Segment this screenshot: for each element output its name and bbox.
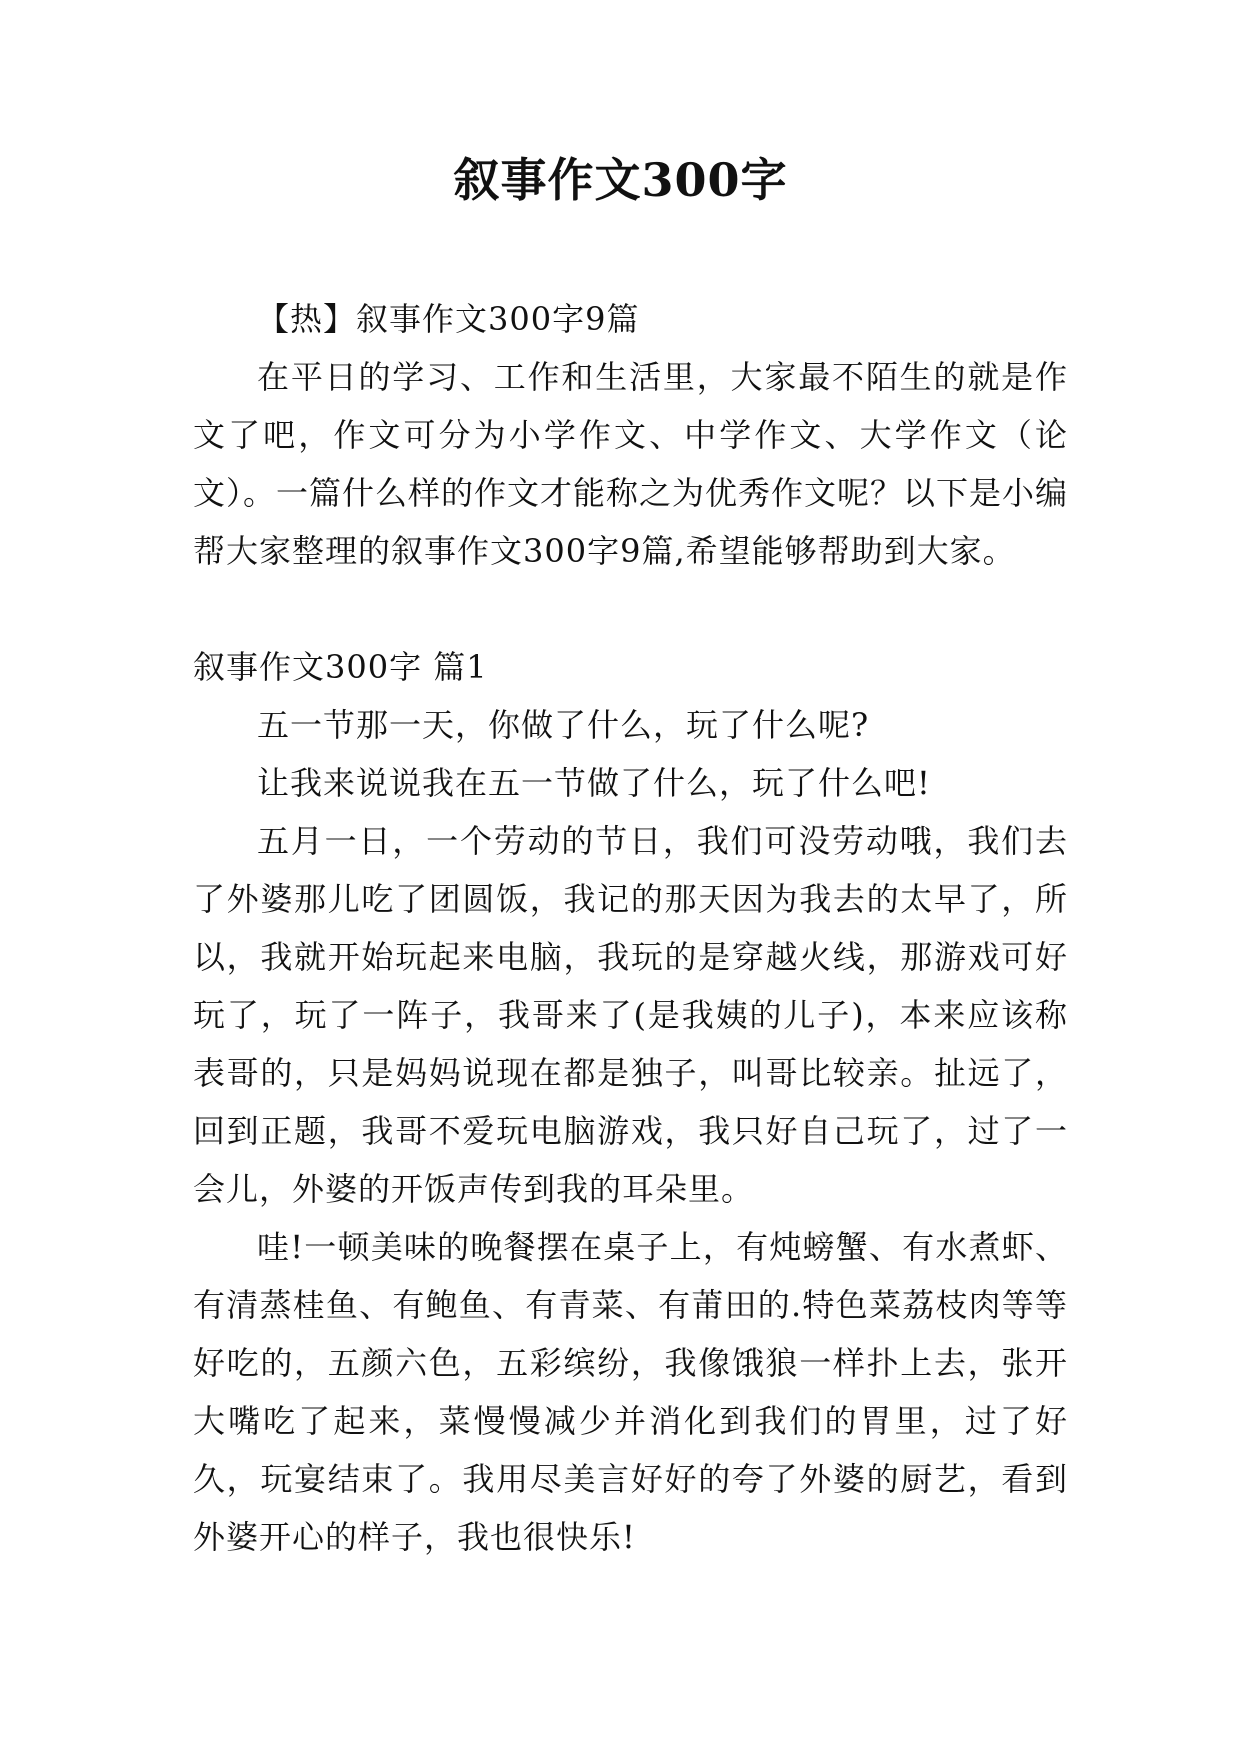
paragraph: 哇!一顿美味的晚餐摆在桌子上，有炖螃蟹、有水煮虾、有清蒸桂鱼、有鲍鱼、有青菜、有莆田的.特色菜荔枝肉等等好吃的，五颜六色，五彩缤纷，我像饿狼一样扑上去，张开大嘴吃了起来，菜慢慢减少并消化到我们的胃里，过了好久，玩宴结束了。我用尽美言好好的夸了外婆的厨艺，看到外婆开心的样子，我也很快乐! bbox=[193, 1228, 1068, 1556]
paragraph: 五一节那一天，你做了什么，玩了什么呢? bbox=[257, 706, 870, 744]
document-title: 叙事作文300字 bbox=[453, 153, 788, 207]
paragraph: 让我来说说我在五一节做了什么，玩了什么吧! bbox=[257, 764, 931, 802]
section-heading: 叙事作文300字 篇1 bbox=[193, 648, 488, 686]
intro-heading: 【热】叙事作文300字9篇 bbox=[257, 300, 640, 338]
paragraph: 五月一日，一个劳动的节日，我们可没劳动哦，我们去了外婆那儿吃了团圆饭，我记的那天因为我去的太早了，所以，我就开始玩起来电脑，我玩的是穿越火线，那游戏可好玩了，玩了一阵子，我哥来了(是我姨的儿子)，本来应该称表哥的，只是妈妈说现在都是独子，叫哥比较亲。扯远了，回到正题，我哥不爱玩电脑游戏，我只好自己玩了，过了一会儿，外婆的开饭声传到我的耳朵里。 bbox=[193, 822, 1068, 1208]
document-body bbox=[193, 290, 1068, 1566]
intro-paragraph: 在平日的学习、工作和生活里，大家最不陌生的就是作文了吧，作文可分为小学作文、中学作文、大学作文（论文）。一篇什么样的作文才能称之为优秀作文呢？以下是小编帮大家整理的叙事作文300字9篇,希望能够帮助到大家。 bbox=[193, 358, 1069, 570]
